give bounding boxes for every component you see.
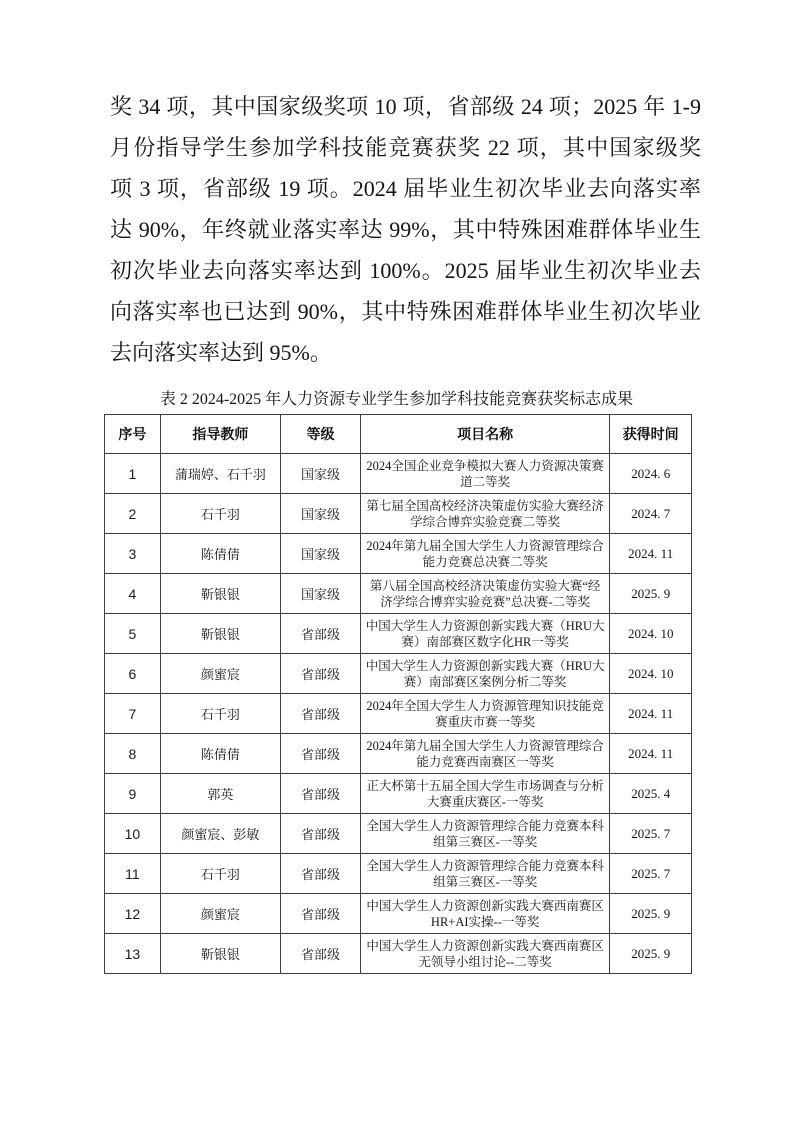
cell-no: 12 bbox=[105, 894, 161, 934]
cell-level: 国家级 bbox=[281, 534, 361, 574]
cell-teacher: 颜蜜宸、彭敏 bbox=[160, 814, 280, 854]
paragraph-line: 奖 34 项，其中国家级奖项 10 项，省部级 24 项；2025 年 1-9 bbox=[110, 94, 701, 119]
cell-no: 8 bbox=[105, 734, 161, 774]
cell-time: 2025. 7 bbox=[610, 854, 692, 894]
awards-table bbox=[104, 414, 692, 974]
cell-project: 中国大学生人力资源创新实践大赛西南赛区无领导小组讨论--二等奖 bbox=[360, 934, 609, 974]
cell-time: 2024. 11 bbox=[610, 534, 692, 574]
table-row bbox=[105, 854, 692, 894]
cell-level: 省部级 bbox=[281, 854, 361, 894]
cell-teacher: 石千羽 bbox=[160, 494, 280, 534]
cell-project: 2024年全国大学生人力资源管理知识技能竞赛重庆市赛一等奖 bbox=[360, 694, 609, 734]
paragraph-line: 初次毕业去向落实率达到 100%。2025 届毕业生初次毕业去 bbox=[110, 258, 701, 283]
header-row bbox=[105, 415, 692, 454]
cell-teacher: 蒲瑞婷、石千羽 bbox=[160, 454, 280, 494]
table-row bbox=[105, 894, 692, 934]
col-header-teacher: 指导教师 bbox=[160, 415, 280, 454]
table-row bbox=[105, 934, 692, 974]
table-row bbox=[105, 654, 692, 694]
col-header-index: 序号 bbox=[105, 415, 161, 454]
cell-project: 2024年第九届全国大学生人力资源管理综合能力竞赛西南赛区一等奖 bbox=[360, 734, 609, 774]
cell-project: 全国大学生人力资源管理综合能力竞赛本科组第三赛区-一等奖 bbox=[360, 814, 609, 854]
table-row bbox=[105, 494, 692, 534]
table-row bbox=[105, 694, 692, 734]
cell-time: 2025. 9 bbox=[610, 894, 692, 934]
cell-project: 中国大学生人力资源创新实践大赛（HRU大赛）南部赛区数字化HR一等奖 bbox=[360, 614, 609, 654]
col-header-level: 等级 bbox=[281, 415, 361, 454]
cell-no: 5 bbox=[105, 614, 161, 654]
cell-level: 省部级 bbox=[281, 814, 361, 854]
cell-level: 省部级 bbox=[281, 654, 361, 694]
cell-project: 2024全国企业竞争模拟大赛人力资源决策赛道二等奖 bbox=[360, 454, 609, 494]
body-paragraph bbox=[110, 86, 701, 373]
cell-project: 中国大学生人力资源创新实践大赛西南赛区HR+AI实操--一等奖 bbox=[360, 894, 609, 934]
cell-teacher: 靳银银 bbox=[160, 614, 280, 654]
cell-time: 2025. 9 bbox=[610, 574, 692, 614]
cell-project: 第八届全国高校经济决策虚仿实验大赛“经济学综合博弈实验竞赛”总决赛-二等奖 bbox=[360, 574, 609, 614]
cell-level: 国家级 bbox=[281, 454, 361, 494]
cell-teacher: 郭英 bbox=[160, 774, 280, 814]
cell-level: 省部级 bbox=[281, 694, 361, 734]
paragraph-line: 月份指导学生参加学科技能竞赛获奖 22 项，其中国家级奖 bbox=[110, 135, 701, 160]
cell-teacher: 颜蜜宸 bbox=[160, 894, 280, 934]
paragraph-line: 去向落实率达到 95%。 bbox=[110, 340, 332, 365]
cell-time: 2024. 10 bbox=[610, 614, 692, 654]
cell-project: 2024年第九届全国大学生人力资源管理综合能力竞赛总决赛二等奖 bbox=[360, 534, 609, 574]
table-caption: 表 2 2024-2025 年人力资源专业学生参加学科技能竞赛获奖标志成果 bbox=[159, 391, 634, 408]
cell-project: 第七届全国高校经济决策虚仿实验大赛经济学综合博弈实验竞赛二等奖 bbox=[360, 494, 609, 534]
cell-no: 9 bbox=[105, 774, 161, 814]
cell-level: 省部级 bbox=[281, 774, 361, 814]
cell-teacher: 石千羽 bbox=[160, 694, 280, 734]
cell-time: 2024. 11 bbox=[610, 734, 692, 774]
cell-time: 2024. 10 bbox=[610, 654, 692, 694]
cell-level: 国家级 bbox=[281, 574, 361, 614]
cell-time: 2025. 7 bbox=[610, 814, 692, 854]
paragraph-line: 向落实率也已达到 90%，其中特殊困难群体毕业生初次毕业 bbox=[110, 299, 701, 324]
table-row bbox=[105, 534, 692, 574]
paragraph-line: 项 3 项，省部级 19 项。2024 届毕业生初次毕业去向落实率 bbox=[110, 176, 701, 201]
col-header-project: 项目名称 bbox=[360, 415, 609, 454]
awards-table-body bbox=[105, 454, 692, 974]
cell-teacher: 陈倩倩 bbox=[160, 734, 280, 774]
cell-project: 全国大学生人力资源管理综合能力竞赛本科组第三赛区-一等奖 bbox=[360, 854, 609, 894]
cell-time: 2025. 4 bbox=[610, 774, 692, 814]
cell-level: 省部级 bbox=[281, 734, 361, 774]
cell-no: 2 bbox=[105, 494, 161, 534]
table-row bbox=[105, 814, 692, 854]
table-row bbox=[105, 774, 692, 814]
cell-no: 7 bbox=[105, 694, 161, 734]
cell-teacher: 颜蜜宸 bbox=[160, 654, 280, 694]
cell-time: 2024. 7 bbox=[610, 494, 692, 534]
cell-level: 省部级 bbox=[281, 894, 361, 934]
cell-no: 4 bbox=[105, 574, 161, 614]
table-row bbox=[105, 454, 692, 494]
cell-time: 2025. 9 bbox=[610, 934, 692, 974]
cell-project: 中国大学生人力资源创新实践大赛（HRU大赛）南部赛区案例分析二等奖 bbox=[360, 654, 609, 694]
cell-project: 正大杯第十五届全国大学生市场调查与分析大赛重庆赛区-一等奖 bbox=[360, 774, 609, 814]
cell-teacher: 陈倩倩 bbox=[160, 534, 280, 574]
table-row bbox=[105, 574, 692, 614]
cell-level: 国家级 bbox=[281, 494, 361, 534]
col-header-time: 获得时间 bbox=[610, 415, 692, 454]
cell-level: 省部级 bbox=[281, 934, 361, 974]
cell-no: 6 bbox=[105, 654, 161, 694]
table-row bbox=[105, 614, 692, 654]
cell-time: 2024. 6 bbox=[610, 454, 692, 494]
cell-teacher: 石千羽 bbox=[160, 854, 280, 894]
cell-no: 1 bbox=[105, 454, 161, 494]
cell-no: 11 bbox=[105, 854, 161, 894]
cell-teacher: 靳银银 bbox=[160, 574, 280, 614]
awards-table-header bbox=[105, 415, 692, 454]
table-row bbox=[105, 734, 692, 774]
cell-level: 省部级 bbox=[281, 614, 361, 654]
cell-teacher: 靳银银 bbox=[160, 934, 280, 974]
cell-no: 10 bbox=[105, 814, 161, 854]
paragraph-line: 达 90%，年终就业落实率达 99%，其中特殊困难群体毕业生 bbox=[110, 217, 701, 242]
cell-no: 3 bbox=[105, 534, 161, 574]
cell-no: 13 bbox=[105, 934, 161, 974]
cell-time: 2024. 11 bbox=[610, 694, 692, 734]
